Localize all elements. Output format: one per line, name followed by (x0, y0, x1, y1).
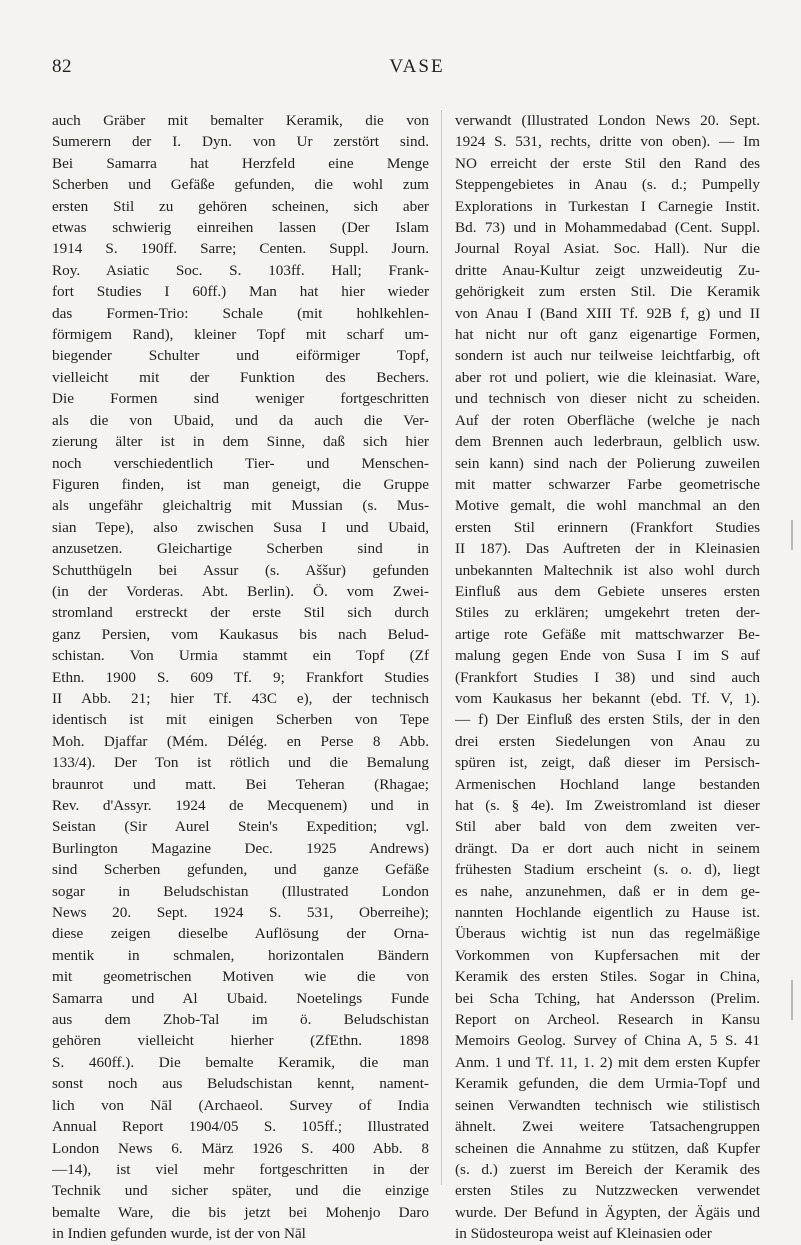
text-line: Ethn. 1900 S. 609 Tf. 9; Frankfort Studies (52, 668, 429, 686)
text-line: seinen Verwandten technisch wie stilistisch (455, 1096, 760, 1114)
text-line: lich von Nāl (Archaeol. Survey of India (52, 1096, 429, 1114)
text-line: mentik in schmalen, horizontalen Bändern (52, 946, 429, 964)
text-line: vom Kaukasus her bekannt (ebd. Tf. V, 1). (455, 689, 760, 707)
text-line: scheinen die Annahme zu stützen, daß Kupfer (455, 1139, 760, 1157)
text-line: gehören vielleicht hierher (ZfEthn. 1898 (52, 1032, 429, 1050)
page-edge-mark (791, 520, 793, 550)
text-line: und technisch von dieser nicht zu scheiden. (455, 390, 760, 408)
text-line: Technik und sicher später, und die einzige (52, 1182, 429, 1200)
text-line: hat nicht nur oft ganz eigenartige Formen, (455, 326, 760, 344)
text-line: sind Scherben gefunden, und ganze Gefäße (52, 861, 429, 879)
text-line: Scherben und Gefäße gefunden, die wohl zum (52, 176, 429, 194)
text-line: Explorations in Turkestan I Carnegie Instit. (455, 197, 760, 215)
text-line: in Indien gefunden wurde, ist der von Nāl (52, 1225, 306, 1243)
text-line: sian Tepe), also zwischen Susa I und Ubaid, (52, 518, 429, 536)
text-line: das Formen-Trio: Schale (mit hohlkehlen- (52, 304, 429, 322)
text-line: Überaus wichtig ist nun das regelmäßige (455, 925, 760, 943)
text-line: etwas schwierig einreihen lassen (Der Islam (52, 219, 429, 237)
text-line: Memoirs Geolog. Survey of China A, 5 S. 41 (455, 1032, 760, 1050)
text-line: frühesten Stadium erscheint (s. o. d), liegt (455, 861, 760, 879)
text-line: aus dem Zhob-Tal im ö. Beludschistan (52, 1011, 429, 1029)
text-line: (Frankfort Studies I 38) und sind auch (455, 668, 760, 686)
text-line: als ungefähr gleichaltrig mit Mussian (s. Mus- (52, 497, 429, 515)
text-line: sogar in Beludschistan (Illustrated London (52, 882, 429, 900)
text-line: sonst noch aus Beludschistan kennt, nament- (52, 1075, 429, 1093)
text-line: gehörigkeit zum ersten Stil. Die Keramik (455, 283, 760, 301)
text-line: Anm. 1 und Tf. 11, 1. 2) mit dem ersten Kupfer (455, 1053, 760, 1071)
column-divider (441, 110, 442, 1185)
text-line: Bei Samarra hat Herzfeld eine Menge (52, 154, 429, 172)
text-line: hat (s. § 4e). Im Zweistromland ist dieser (455, 797, 760, 814)
text-line: Stil aber bald von dem zweiten ver- (455, 818, 760, 836)
text-line: Sumerern der I. Dyn. von Ur zerstört sind. (52, 133, 429, 151)
text-line: Seistan (Sir Aurel Stein's Expedition; vgl. (52, 818, 429, 836)
text-line: braunrot und matt. Bei Teheran (Rhagae; (52, 775, 429, 793)
text-line: wurde. Der Befund in Ägypten, der Ägäis und (455, 1203, 760, 1221)
text-line: sondern ist auch nur teilweise leichtfarbig, oft (455, 347, 760, 365)
text-line: Motive gemalt, die wohl manchmal an den (455, 497, 760, 515)
text-line: ganz Persien, vom Kaukasus bis nach Belud- (52, 625, 429, 643)
text-line: Burlington Magazine Dec. 1925 Andrews) (52, 839, 429, 857)
text-line: S. 460ff.). Die bemalte Keramik, die man (52, 1053, 429, 1071)
page-number: 82 (52, 56, 72, 77)
text-line: Die Formen sind weniger fortgeschritten (52, 390, 429, 408)
text-line: dritte Anau-Kultur zeigt unzweideutig Zu- (455, 261, 760, 279)
text-line: malung gegen Ende von Susa I im S auf (455, 647, 760, 665)
text-line: II Abb. 21; hier Tf. 43C e), der technisch (52, 689, 429, 707)
text-line: unbekannten Maltechnik ist also wohl durch (455, 561, 760, 579)
text-line: Samarra und Al Ubaid. Noetelings Funde (52, 989, 429, 1007)
text-line: (in der Vorderas. Abt. Berlin). Ö. vom Zwei- (52, 582, 429, 600)
text-line: bemalte Ware, die bis jetzt bei Mohenjo Daro (52, 1203, 429, 1221)
text-line: Keramik gefunden, die dem Urmia-Topf und (455, 1075, 760, 1093)
text-line: ähnelt. Zwei weitere Tatsachengruppen (455, 1118, 760, 1136)
text-line: Bd. 73) und in Mohammedabad (Cent. Suppl. (455, 219, 760, 237)
text-line: London News 6. März 1926 S. 400 Abb. 8 (52, 1139, 429, 1157)
text-line: —14), ist viel mehr fortgeschritten in der (52, 1160, 429, 1178)
text-line: Schutthügeln bei Assur (s. Aššur) gefunden (52, 561, 429, 579)
text-line: vielleicht mit der Funktion des Bechers. (52, 368, 429, 386)
text-line: verwandt (Illustrated London News 20. Sept. (455, 112, 760, 129)
text-line: es nahe, anzunehmen, daß er in dem ge- (455, 882, 760, 900)
text-line: 133/4). Der Ton ist rötlich und die Bemalung (52, 754, 429, 772)
text-line: diese zeigen dieselbe Auflösung der Orna- (52, 925, 429, 943)
text-line: anzusetzen. Gleichartige Scherben sind in (52, 540, 429, 558)
text-line: Vorkommen von Kupfersachen mit der (455, 946, 760, 964)
text-line: Stiles zu erklären; umgekehrt treten der- (455, 604, 760, 622)
text-line: sein kann) sind nach der Polierung zuweilen (455, 454, 760, 472)
running-title: VASE (389, 56, 445, 77)
text-line: Einfluß aus dem Gebiete unseres ersten (455, 582, 760, 600)
text-line: Roy. Asiatic Soc. S. 103ff. Hall; Frank- (52, 261, 429, 279)
text-line: Keramik des ersten Stiles. Sogar in China, (455, 968, 760, 986)
text-line: ersten Stil zu gehören scheinen, sich aber (52, 197, 429, 215)
text-line: Report on Archeol. Research in Kansu (455, 1011, 760, 1029)
text-line: Auf der roten Oberfläche (welche je nach (455, 411, 760, 429)
text-line: förmigem Rand), kleiner Topf mit scharf um- (52, 326, 429, 344)
text-line: NO erreicht der erste Stil den Rand des (455, 154, 760, 172)
text-line: drei ersten Siedelungen von Anau zu (455, 732, 760, 750)
text-line: von Anau I (Band XIII Tf. 92B f, g) und II (455, 304, 760, 322)
text-line: schistan. Von Urmia stammt ein Topf (Zf (52, 647, 429, 665)
text-line: bei Scha Tching, hat Andersson (Prelim. (455, 989, 760, 1007)
text-line: stromland erstreckt der erste Stil sich durch (52, 604, 429, 622)
text-line: News 20. Sept. 1924 S. 531, Oberreihe); (52, 904, 429, 922)
right-text-column (455, 110, 760, 1245)
text-line: identisch ist mit einigen Scherben von Tepe (52, 711, 429, 729)
text-line: mit matter schwarzer Farbe geometrische (455, 475, 760, 493)
text-line: Journal Royal Asiat. Soc. Hall). Nur die (455, 240, 760, 258)
text-line: Rev. d'Assyr. 1924 de Mecquenem) und in (52, 797, 429, 814)
left-text-column (52, 110, 429, 1245)
text-line: artige rote Gefäße mit mattschwarzer Be- (455, 625, 760, 643)
text-line: dem Brennen auch lederbraun, gelblich usw. (455, 433, 760, 451)
text-line: ersten Stil erinnern (Frankfort Studies (455, 518, 760, 536)
text-line: biegender Schulter und eiförmiger Topf, (52, 347, 429, 365)
text-line: II 187). Das Auftreten der in Kleinasien (455, 540, 760, 558)
text-line: aber rot und poliert, wie die kleinasiat. Ware, (455, 368, 760, 386)
text-line: mit geometrischen Motiven wie die von (52, 968, 429, 986)
text-line: in Südosteuropa weist auf Kleinasien oder (455, 1225, 712, 1243)
text-line: Armenischen Hochland lange bestanden (455, 775, 760, 793)
text-line: Moh. Djaffar (Mém. Délég. en Perse 8 Abb. (52, 732, 429, 750)
page-header (52, 56, 752, 86)
text-line: 1924 S. 531, rechts, dritte von oben). — Im (455, 133, 760, 151)
text-line: noch verschiedentlich Tier- und Menschen- (52, 454, 429, 472)
text-line: zierung älter ist in dem Sinne, daß sich hier (52, 433, 429, 451)
text-line: 1914 S. 190ff. Sarre; Centen. Suppl. Journ. (52, 240, 429, 258)
text-line: fort Studies I 60ff.) Man hat hier wieder (52, 283, 429, 301)
text-line: spüren ist, zeigt, daß dieser im Persisch- (455, 754, 760, 772)
text-line: ersten Stiles zu Nutzzwecken verwendet (455, 1182, 760, 1200)
text-line: auch Gräber mit bemalter Keramik, die von (52, 112, 429, 129)
page-edge-mark (791, 980, 793, 1020)
text-line: (s. d.) zuerst im Bereich der Keramik des (455, 1160, 760, 1178)
text-line: Annual Report 1904/05 S. 105ff.; Illustrated (52, 1118, 429, 1136)
text-line: — f) Der Einfluß des ersten Stils, der in den (455, 711, 760, 729)
text-line: Steppengebietes in Anau (s. d.; Pumpelly (455, 176, 760, 194)
text-line: als die von Ubaid, und da auch die Ver- (52, 411, 429, 429)
text-line: nannten Hochlande eigentlich zu Hause ist. (455, 904, 760, 922)
text-line: drängt. Da er dort auch nicht in seinem (455, 839, 760, 857)
text-line: Figuren finden, ist man geneigt, die Gruppe (52, 475, 429, 493)
